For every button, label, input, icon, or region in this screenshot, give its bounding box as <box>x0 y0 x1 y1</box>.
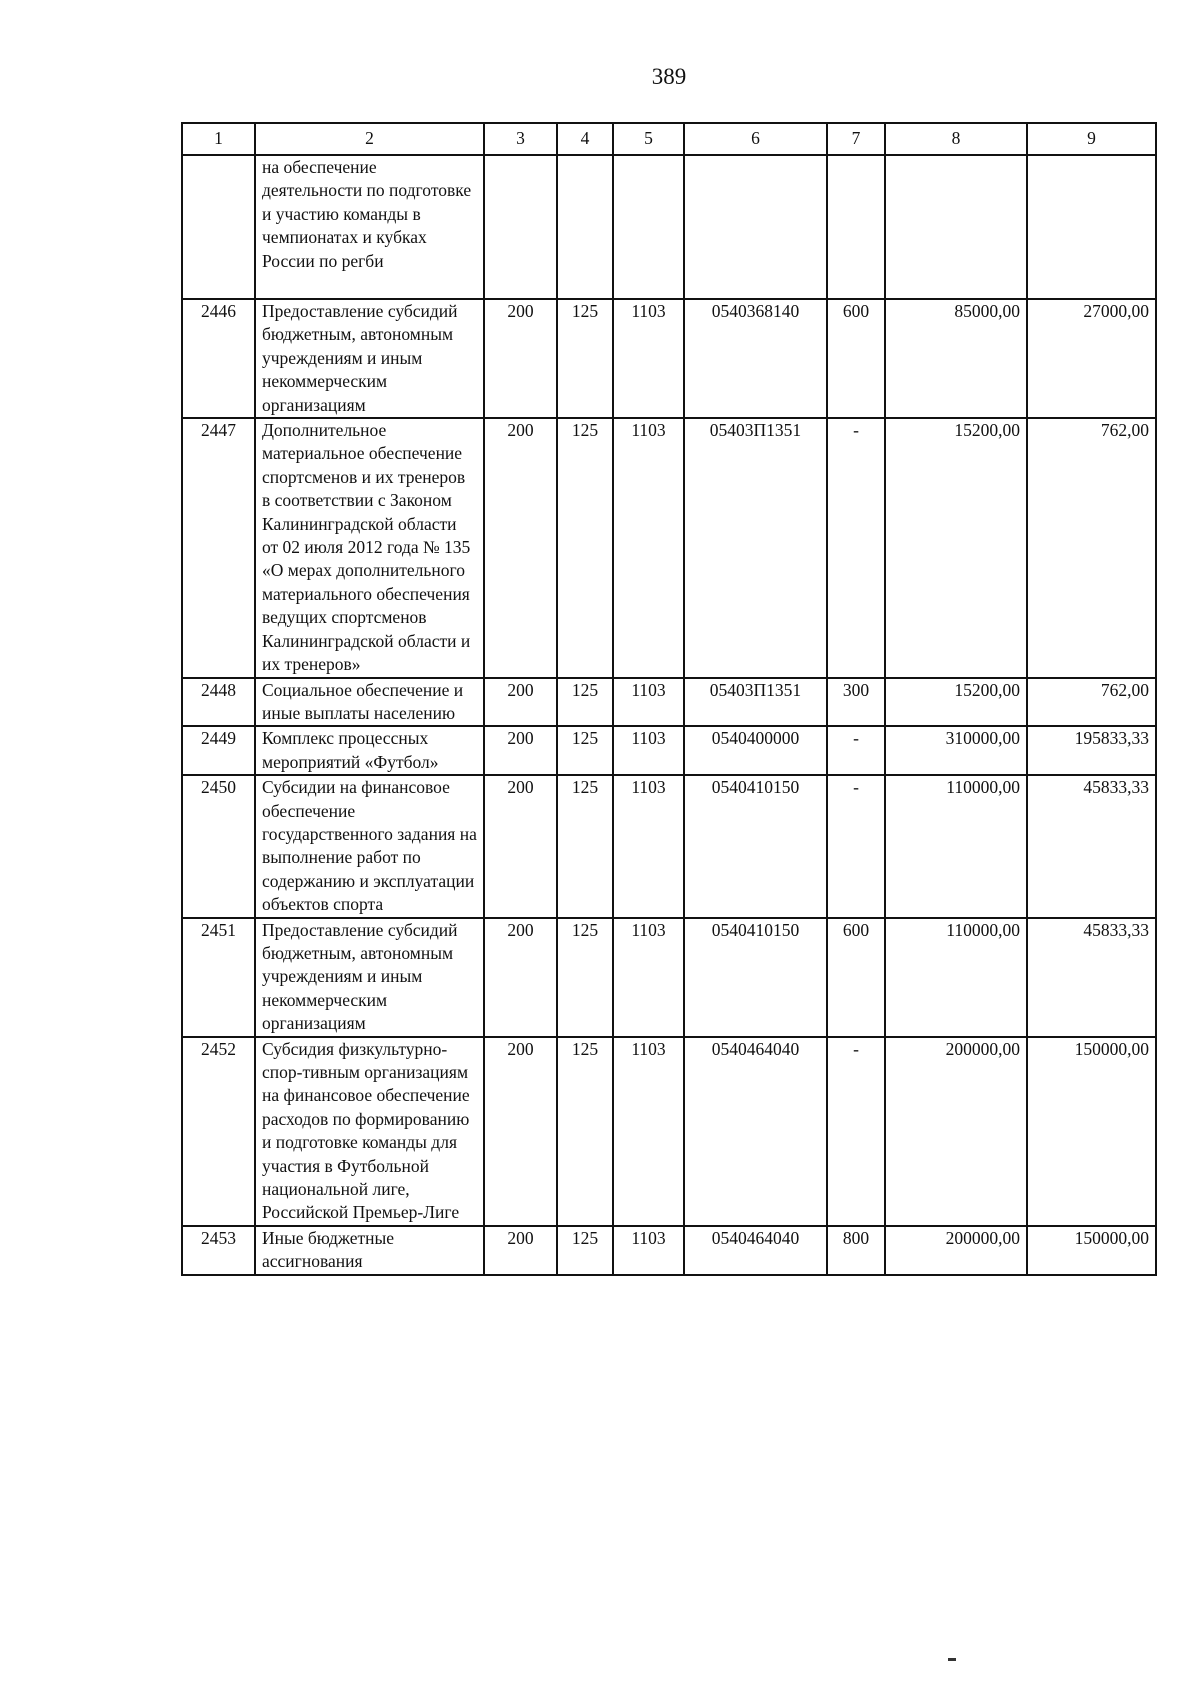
cell-col-4: 125 <box>557 918 613 1037</box>
page-number: 389 <box>651 64 687 89</box>
table-row <box>182 918 1156 1037</box>
cell-col-4: 125 <box>557 1037 613 1226</box>
scan-artifact <box>948 1658 956 1661</box>
cell-col-5: 1103 <box>613 1037 684 1226</box>
table-row <box>182 299 1156 418</box>
cell-col-6: 05403П1351 <box>684 418 827 677</box>
cell-col-7: - <box>827 726 885 775</box>
cell-col-7: 300 <box>827 678 885 727</box>
cell-col-6: 0540410150 <box>684 918 827 1037</box>
cell-col-8: 85000,00 <box>885 299 1027 418</box>
cell-col-6: 0540368140 <box>684 299 827 418</box>
table-row <box>182 775 1156 917</box>
row-number: 2446 <box>182 299 255 418</box>
table-row <box>182 678 1156 727</box>
table-row <box>182 155 1156 299</box>
table-row <box>182 418 1156 677</box>
cell-col-9: 762,00 <box>1027 418 1156 677</box>
cell-col-8: 110000,00 <box>885 775 1027 917</box>
row-number: 2449 <box>182 726 255 775</box>
cell-col-9 <box>1027 155 1156 299</box>
cell-col-7: 600 <box>827 918 885 1037</box>
table-row <box>182 1037 1156 1226</box>
row-description: Предоставление субсидий бюджетным, автономным учреждениям и иным некоммерческим организациям <box>255 918 484 1037</box>
cell-col-4: 125 <box>557 418 613 677</box>
cell-col-3: 200 <box>484 918 557 1037</box>
cell-col-8: 310000,00 <box>885 726 1027 775</box>
cell-col-7 <box>827 155 885 299</box>
cell-col-9: 45833,33 <box>1027 775 1156 917</box>
cell-col-9: 150000,00 <box>1027 1037 1156 1226</box>
cell-col-9: 762,00 <box>1027 678 1156 727</box>
cell-col-7: 800 <box>827 1226 885 1275</box>
header-col-2: 2 <box>255 123 484 155</box>
table-row <box>182 1226 1156 1275</box>
header-col-7: 7 <box>827 123 885 155</box>
cell-col-4: 125 <box>557 775 613 917</box>
cell-col-6 <box>684 155 827 299</box>
header-col-9: 9 <box>1027 123 1156 155</box>
table-row <box>182 726 1156 775</box>
cell-col-3: 200 <box>484 1226 557 1275</box>
cell-col-7: - <box>827 418 885 677</box>
cell-col-7: - <box>827 1037 885 1226</box>
cell-col-3: 200 <box>484 775 557 917</box>
cell-col-5: 1103 <box>613 678 684 727</box>
header-col-1: 1 <box>182 123 255 155</box>
row-number: 2452 <box>182 1037 255 1226</box>
cell-col-3: 200 <box>484 1037 557 1226</box>
cell-col-4: 125 <box>557 299 613 418</box>
cell-col-5: 1103 <box>613 726 684 775</box>
cell-col-5: 1103 <box>613 775 684 917</box>
cell-col-8: 15200,00 <box>885 678 1027 727</box>
cell-col-4: 125 <box>557 726 613 775</box>
row-description: Дополнительное материальное обеспечение спортсменов и их тренеров в соответствии с Законом Калининградской области от 02 июля 2012 года № 135 «О мерах дополнительного материального обеспечения ведущих спортсменов Калининградской области и их тренеров» <box>255 418 484 677</box>
cell-col-6: 0540410150 <box>684 775 827 917</box>
cell-col-5: 1103 <box>613 418 684 677</box>
row-number <box>182 155 255 299</box>
header-col-4: 4 <box>557 123 613 155</box>
row-description: Предоставление субсидий бюджетным, автономным учреждениям и иным некоммерческим организациям <box>255 299 484 418</box>
cell-col-3: 200 <box>484 726 557 775</box>
cell-col-6: 05403П1351 <box>684 678 827 727</box>
cell-col-3 <box>484 155 557 299</box>
cell-col-8: 200000,00 <box>885 1226 1027 1275</box>
cell-col-6: 0540400000 <box>684 726 827 775</box>
header-row <box>182 123 1156 155</box>
cell-col-9: 150000,00 <box>1027 1226 1156 1275</box>
header-col-3: 3 <box>484 123 557 155</box>
cell-col-4: 125 <box>557 1226 613 1275</box>
row-description: Комплекс процессных мероприятий «Футбол» <box>255 726 484 775</box>
row-number: 2450 <box>182 775 255 917</box>
header-col-6: 6 <box>684 123 827 155</box>
row-description: Иные бюджетные ассигнования <box>255 1226 484 1275</box>
cell-col-8 <box>885 155 1027 299</box>
cell-col-4: 125 <box>557 678 613 727</box>
row-description: Субсидия физкультурно-спор-тивным организациям на финансовое обеспечение расходов по формированию и подготовке команды для участия в Футбольной национальной лиге, Российской Премьер-Лиге <box>255 1037 484 1226</box>
cell-col-4 <box>557 155 613 299</box>
cell-col-9: 45833,33 <box>1027 918 1156 1037</box>
cell-col-6: 0540464040 <box>684 1037 827 1226</box>
row-number: 2453 <box>182 1226 255 1275</box>
row-description: на обеспечение деятельности по подготовке и участию команды в чемпионатах и кубках России по регби <box>255 155 484 299</box>
cell-col-8: 15200,00 <box>885 418 1027 677</box>
row-description: Социальное обеспечение и иные выплаты населению <box>255 678 484 727</box>
cell-col-3: 200 <box>484 678 557 727</box>
row-description: Субсидии на финансовое обеспечение государственного задания на выполнение работ по содержанию и эксплуатации объектов спорта <box>255 775 484 917</box>
cell-col-3: 200 <box>484 418 557 677</box>
cell-col-5: 1103 <box>613 918 684 1037</box>
row-number: 2448 <box>182 678 255 727</box>
cell-col-6: 0540464040 <box>684 1226 827 1275</box>
cell-col-5: 1103 <box>613 1226 684 1275</box>
cell-col-8: 110000,00 <box>885 918 1027 1037</box>
budget-table <box>181 122 1157 1276</box>
cell-col-5: 1103 <box>613 299 684 418</box>
cell-col-5 <box>613 155 684 299</box>
header-col-5: 5 <box>613 123 684 155</box>
cell-col-9: 195833,33 <box>1027 726 1156 775</box>
header-col-8: 8 <box>885 123 1027 155</box>
row-number: 2451 <box>182 918 255 1037</box>
cell-col-8: 200000,00 <box>885 1037 1027 1226</box>
cell-col-7: - <box>827 775 885 917</box>
row-number: 2447 <box>182 418 255 677</box>
cell-col-3: 200 <box>484 299 557 418</box>
cell-col-7: 600 <box>827 299 885 418</box>
cell-col-9: 27000,00 <box>1027 299 1156 418</box>
